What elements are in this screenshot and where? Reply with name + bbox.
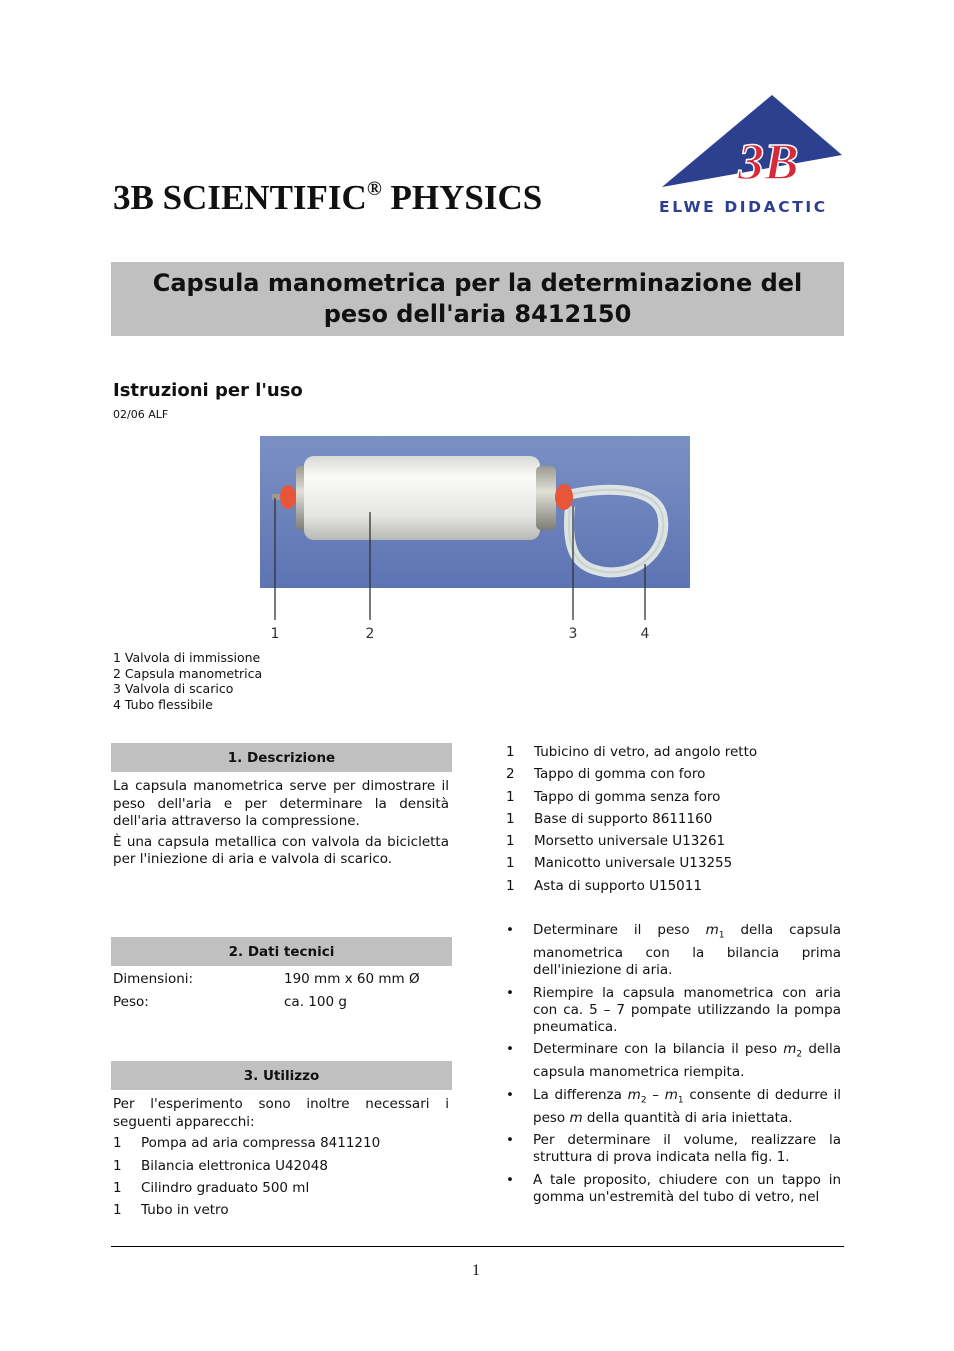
spec-value: 190 mm x 60 mm Ø	[284, 971, 420, 987]
item-qty: 1	[506, 855, 515, 872]
item-qty: 1	[113, 1158, 122, 1174]
legend-item: 1 Valvola di immissione	[113, 650, 261, 665]
logo-registered: ®	[806, 152, 814, 161]
item-qty: 2	[506, 766, 515, 783]
equipment-item	[506, 875, 757, 897]
device-photo	[260, 436, 690, 646]
procedure-step: • Determinare il peso $m_1$ della capsula manometrica con la bilancia prima dell'iniezione di aria.	[506, 922, 841, 979]
inlet-valve	[280, 485, 296, 509]
procedure-step: • A tale proposito, chiudere con un tappo in gomma un'estremità del tubo di vetro, nel	[506, 1171, 841, 1205]
equipment-item	[506, 741, 757, 763]
item-text: Cilindro graduato 500 ml	[141, 1180, 310, 1196]
equipment-item	[506, 852, 757, 874]
equipment-list-right	[506, 741, 757, 897]
procedure-step: • Determinare con la bilancia il peso $m_2$ della capsula manometrica riempita.	[506, 1041, 841, 1081]
item-qty: 1	[113, 1202, 122, 1218]
item-text: Asta di supporto U15011	[534, 877, 702, 894]
registered-mark: ®	[366, 178, 382, 200]
bullet: •	[506, 922, 514, 938]
brand-title-main: 3B SCIENTIFIC	[113, 178, 367, 217]
item-qty: 1	[113, 1135, 122, 1151]
item-text: Tubicino di vetro, ad angolo retto	[534, 744, 758, 760]
equipment-item	[113, 1180, 309, 1196]
section-heading-descrizione: 1. Descrizione	[111, 743, 452, 772]
item-qty: 1	[506, 877, 515, 894]
3b-logo	[658, 93, 844, 189]
callout-4: 4	[640, 626, 650, 642]
bullet: •	[506, 1171, 514, 1188]
callout-3: 3	[568, 626, 578, 642]
figure-legend	[113, 650, 262, 712]
callout-2: 2	[365, 626, 375, 642]
bullet: •	[506, 984, 514, 1001]
legend-item: 3 Valvola di scarico	[113, 681, 234, 697]
equipment-item	[113, 1135, 380, 1151]
equipment-item	[506, 830, 757, 852]
document-code: 02/06 ALF	[113, 408, 169, 421]
descrizione-text	[113, 778, 449, 872]
section-heading-utilizzo: 3. Utilizzo	[111, 1061, 452, 1090]
logo-subtitle: ELWE DIDACTIC	[659, 198, 828, 216]
brand-title	[113, 178, 542, 218]
item-text: Bilancia elettronica U42048	[141, 1158, 328, 1174]
outlet-valve	[555, 484, 573, 510]
paragraph: È una capsula metallica con valvola da bicicletta per l'iniezione di aria e valvola di scarico.	[113, 833, 449, 867]
callout-1: 1	[270, 626, 280, 642]
footer-rule	[111, 1246, 844, 1247]
equipment-item	[113, 1158, 328, 1174]
item-qty: 1	[506, 833, 515, 850]
procedure-step: • Per determinare il volume, realizzare la struttura di prova indicata nella fig. 1.	[506, 1132, 841, 1166]
utilizzo-intro: Per l'esperimento sono inoltre necessari i seguenti apparecchi:	[113, 1096, 449, 1130]
item-qty: 1	[506, 744, 515, 760]
equipment-item	[506, 808, 757, 830]
document-title-box	[111, 262, 844, 336]
instructions-heading: Istruzioni per l'uso	[113, 380, 303, 401]
page-number: 1	[472, 1262, 480, 1279]
item-text: Pompa ad aria compressa 8411210	[141, 1135, 381, 1151]
logo-mark: 3B	[738, 134, 799, 189]
document-title: Capsula manometrica per la determinazione del peso dell'aria 8412150	[152, 269, 803, 328]
item-qty: 1	[506, 788, 515, 805]
equipment-item	[506, 786, 757, 808]
bullet: •	[506, 1041, 514, 1058]
spec-label: Dimensioni:	[113, 971, 194, 987]
equipment-item	[506, 763, 757, 785]
item-text: Tappo di gomma senza foro	[534, 788, 721, 805]
item-text: Base di supporto 8611160	[534, 810, 713, 827]
legend-item: 4 Tubo flessibile	[113, 696, 213, 712]
item-qty: 1	[506, 810, 515, 827]
equipment-item	[113, 1202, 229, 1218]
legend-item: 2 Capsula manometrica	[113, 665, 263, 681]
procedure-step: • La differenza $m_2 - m_1$ consente di dedurre il peso m della quantità di aria iniettata.	[506, 1086, 841, 1126]
item-text: Morsetto universale U13261	[534, 833, 726, 850]
bullet: •	[506, 1132, 514, 1149]
spec-value: ca. 100 g	[284, 994, 347, 1010]
procedure-steps	[506, 922, 841, 1211]
spec-label: Peso:	[113, 994, 149, 1010]
item-qty: 1	[113, 1180, 122, 1196]
pressure-capsule	[304, 456, 540, 540]
item-text: Manicotto universale U13255	[534, 855, 733, 872]
bullet: •	[506, 1086, 514, 1103]
procedure-step: • Riempire la capsula manometrica con aria con ca. 5 – 7 pompate utilizzando la pompa pneumatica.	[506, 984, 841, 1036]
item-text: Tappo di gomma con foro	[534, 766, 706, 783]
section-heading-dati: 2. Dati tecnici	[111, 937, 452, 966]
item-text: Tubo in vetro	[141, 1202, 229, 1218]
brand-title-tail: PHYSICS	[381, 178, 543, 217]
paragraph: La capsula manometrica serve per dimostrare il peso dell'aria e per determinare la densità dell'aria attraverso la compressione.	[113, 778, 449, 829]
